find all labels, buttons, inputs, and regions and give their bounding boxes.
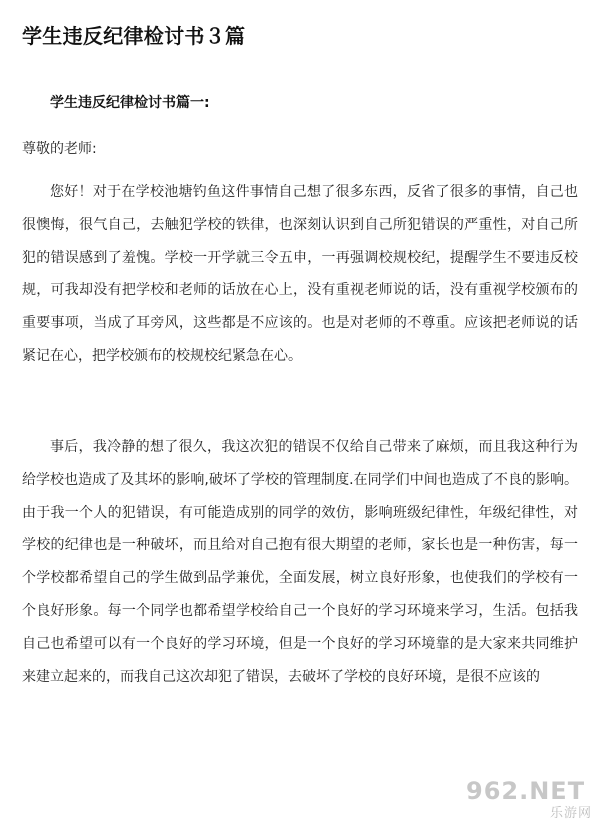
page-title: 学生违反纪律检讨书３篇: [22, 24, 246, 48]
salutation: 尊敬的老师:: [22, 141, 97, 157]
section-heading: 学生违反纪律检讨书篇一:: [50, 95, 210, 111]
paragraph-1: 您好！对于在学校池塘钓鱼这件事情自己想了很多东西，反省了很多的事情，自己也很懊悔，很气自己，去触犯学校的铁律，也深刻认识到自己所犯错误的严重性，对自己所犯的错误感到了羞愧。学校一开学就三令五申，一再强调校规校纪，提醒学生不要违反校规，可我却没有把学校和老师的话放在心上，没有重视老师说的话，没有重视学校颁布的重要事项，当成了耳旁风，这些都是不应该的。也是对老师的不尊重。应该把老师说的话紧记在心，把学校颁布的校规校纪紧急在心。: [22, 184, 578, 364]
watermark-caption: 乐游网: [549, 806, 592, 821]
watermark-logo: 962.NET: [466, 777, 586, 805]
watermark: [466, 774, 596, 821]
paragraph-2: 事后，我冷静的想了很久，我这次犯的错误不仅给自己带来了麻烦，而且我这种行为给学校也造成了及其坏的影响,破坏了学校的管理制度.在同学们中间也造成了不良的影响。由于我一个人的犯错误，有可能造成别的同学的效仿，影响班级纪律性，年级纪律性，对学校的纪律也是一种破坏，而且给对自己抱有很大期望的老师，家长也是一种伤害，每一个学校都希望自己的学生做到品学兼优，全面发展，树立良好形象，也使我们的学校有一个良好形象。每一个同学也都希望学校给自己一个良好的学习环境来学习，生活。包括我自己也希望可以有一个良好的学习环境，但是一个良好的学习环境靠的是大家来共同维护来建立起来的，而我自己这次却犯了错误，去破坏了学校的良好环境，是很不应该的: [22, 439, 578, 685]
